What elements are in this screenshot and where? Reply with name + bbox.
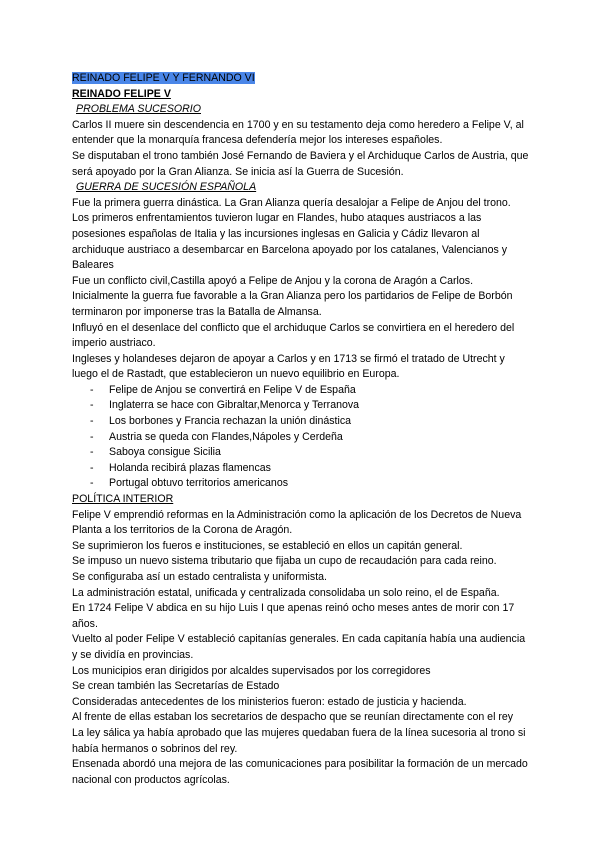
paragraph: La administración estatal, unificada y centralizada consolidaba un solo reino, el de España. bbox=[72, 586, 500, 599]
paragraph: Inicialmente la guerra fue favorable a la Gran Alianza pero los partidarios de Felipe de Borbón terminaron por imponerse tras la Batalla de Almansa. bbox=[72, 290, 513, 318]
paragraph: Se disputaban el trono también José Fernando de Baviera y el Archiduque Carlos de Austria, que será apoyado por la Gran Alianza. Se inicia así la Guerra de Sucesión. bbox=[72, 149, 529, 178]
paragraph: Ingleses y holandeses dejaron de apoyar a Carlos y en 1713 se firmó el tratado de Utrecht y luego el de Rastadt, que establecieron un nuevo equilibrio en Europa. bbox=[72, 352, 505, 381]
paragraph: Los primeros enfrentamientos tuvieron lugar en Flandes, hubo ataques austriacos a las posesiones españolas de Italia y las incursiones inglesas en Galicia y Cádiz llevaron al archiduque austriaco a desembarcar en Barcelona apoyado por los catalanes, Valencianos y Baleares bbox=[72, 212, 508, 272]
list-item: - Felipe de Anjou se convertirá en Felipe V de España bbox=[72, 383, 532, 399]
paragraph: Ensenada abordó una mejora de las comunicaciones para posibilitar la formación de un mercado nacional con productos agrícolas. bbox=[72, 758, 528, 786]
list-item: - Holanda recibirá plazas flamencas bbox=[72, 461, 532, 477]
list-item: - Inglaterra se hace con Gibraltar,Menorca y Terranova bbox=[72, 398, 532, 414]
list-item: - Saboya consigue Sicilia bbox=[72, 445, 532, 461]
list-item: - Portugal obtuvo territorios americanos bbox=[72, 476, 532, 492]
paragraph: Consideradas antecedentes de los ministerios fueron: estado de justicia y hacienda. bbox=[72, 695, 467, 708]
paragraph: Se impuso un nuevo sistema tributario que fijaba un cupo de recaudación para cada reino. bbox=[72, 555, 497, 568]
document-page bbox=[72, 71, 532, 788]
paragraph: Se crean también las Secretarías de Estado bbox=[72, 680, 280, 693]
paragraph: Fue un conflicto civil,Castilla apoyó a Felipe de Anjou y la corona de Aragón a Carlos. bbox=[72, 274, 474, 287]
paragraph: Los municipios eran dirigidos por alcaldes supervisados por los corregidores bbox=[72, 664, 431, 677]
document-title: REINADO FELIPE V Y FERNANDO VI bbox=[72, 72, 255, 84]
section-heading-guerra: GUERRA DE SUCESIÓN ESPAÑOLA bbox=[76, 181, 257, 194]
paragraph: Se suprimieron los fueros e instituciones, se estableció en ellos un capitán general. bbox=[72, 539, 463, 552]
paragraph: Se configuraba así un estado centralista y uniformista. bbox=[72, 571, 327, 583]
section-heading-politica: POLÍTICA INTERIOR bbox=[72, 493, 174, 506]
document-title-line bbox=[72, 71, 532, 87]
list-item: - Austria se queda con Flandes,Nápoles y Cerdeña bbox=[72, 430, 532, 446]
document-subtitle: REINADO FELIPE V bbox=[72, 87, 171, 100]
paragraph: Fue la primera guerra dinástica. La Gran Alianza quería desalojar a Felipe de Anjou del trono. bbox=[72, 196, 511, 209]
paragraph: Carlos II muere sin descendencia en 1700 y en su testamento deja como heredero a Felipe V, al entender que la monarquía francesa defendería mejor los intereses españoles. bbox=[72, 118, 524, 147]
paragraph: Influyó en el desenlace del conflicto que el archiduque Carlos se convirtiera en el heredero del imperio austriaco. bbox=[72, 321, 515, 350]
paragraph: Al frente de ellas estaban los secretarios de despacho que se reunían directamente con el rey bbox=[72, 711, 514, 724]
list-item: - Los borbones y Francia rechazan la unión dinástica bbox=[72, 414, 532, 430]
paragraph: La ley sálica ya había aprobado que las mujeres quedaban fuera de la línea sucesoria al trono si había hermanos o sobrinos del rey. bbox=[72, 726, 526, 755]
paragraph: Felipe V emprendió reformas en la Administración como la aplicación de los Decretos de Nueva Planta a los territorios de la Corona de Aragón. bbox=[72, 508, 522, 537]
treaty-consequences-list bbox=[72, 383, 532, 492]
paragraph: En 1724 Felipe V abdica en su hijo Luis I que apenas reinó ocho meses antes de morir con 17 años. bbox=[72, 602, 515, 630]
section-heading-problema: PROBLEMA SUCESORIO bbox=[76, 103, 201, 116]
paragraph: Vuelto al poder Felipe V estableció capitanías generales. En cada capitanía había una audiencia y se dividía en provincias. bbox=[72, 633, 526, 661]
